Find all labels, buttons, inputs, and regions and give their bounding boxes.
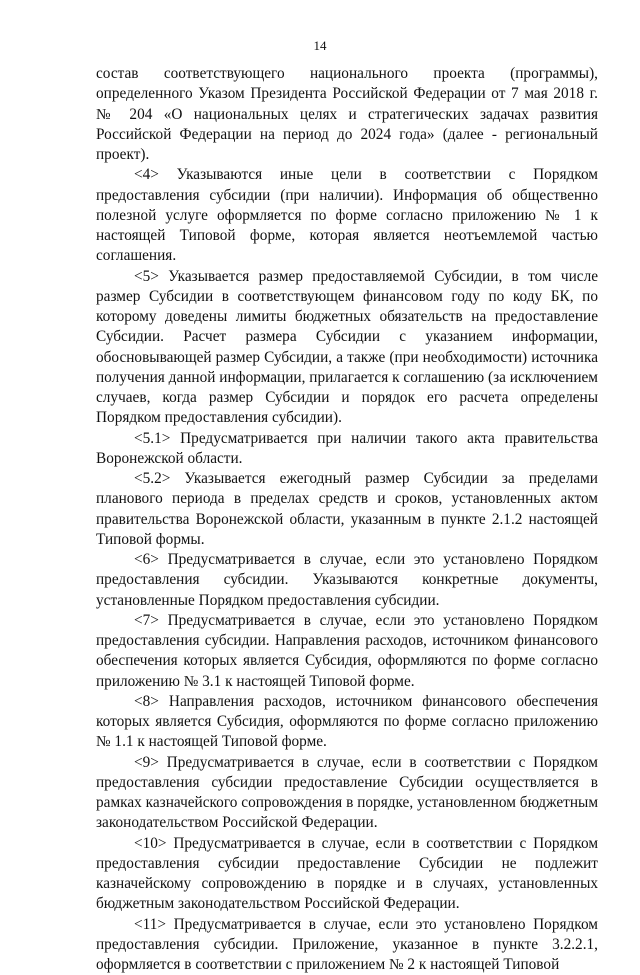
document-body bbox=[96, 64, 598, 975]
footnote-5-2: <5.2> Указывается ежегодный размер Субсидии за пределами планового периода в пределах средств и сроков, установленных актом правительства Воронежской области, указанным в пункте 2.1.2 настоящей Типовой формы. bbox=[96, 469, 598, 550]
footnote-9: <9> Предусматривается в случае, если в соответствии с Порядком предоставления субсидии предоставление Субсидии осуществляется в рамках казначейского сопровождения в порядке, установленном бюджетным законодательством Российской Федерации. bbox=[96, 753, 598, 834]
footnote-11: <11> Предусматривается в случае, если это установлено Порядком предоставления субсидии. Приложение, указанное в пункте 3.2.2.1, оформляется в соответствии с приложением № 2 к настоящей Типовой bbox=[96, 915, 598, 975]
footnote-6: <6> Предусматривается в случае, если это установлено Порядком предоставления субсидии. Указываются конкретные документы, установленные Порядком предоставления субсидии. bbox=[96, 550, 598, 611]
footnote-5: <5> Указывается размер предоставляемой Субсидии, в том числе размер Субсидии в соответствующем финансовом году по коду БК, по которому доведены лимиты бюджетных обязательств на предоставление Субсидии. Расчет размера Субсидии с указанием информации, обосновывающей размер Субсидии, а также (при необходимости) источника получения данной информации, прилагается к соглашению (за исключением случаев, когда размер Субсидии и порядок его расчета определены Порядком предоставления субсидии). bbox=[96, 267, 598, 429]
footnote-7: <7> Предусматривается в случае, если это установлено Порядком предоставления субсидии. Направления расходов, источником финансового обеспечения которых является Субсидия, оформляются по форме согласно приложению № 3.1 к настоящей Типовой форме. bbox=[96, 611, 598, 692]
footnote-4: <4> Указываются иные цели в соответствии с Порядком предоставления субсидии (при наличии). Информация об общественно полезной услуге оформляется по форме согласно приложению № 1 к настоящей Типовой форме, которая является неотъемлемой частью соглашения. bbox=[96, 165, 598, 266]
page-number: 14 bbox=[0, 38, 640, 54]
footnote-10: <10> Предусматривается в случае, если в соответствии с Порядком предоставления субсидии предоставление Субсидии не подлежит казначейскому сопровождению в порядке и в случаях, установленных бюджетным законодательством Российской Федерации. bbox=[96, 834, 598, 915]
footnote-8: <8> Направления расходов, источником финансового обеспечения которых является Субсидия, оформляются по форме согласно приложению № 1.1 к настоящей Типовой форме. bbox=[96, 692, 598, 753]
paragraph-project-continuation: состав соответствующего национального проекта (программы), определенного Указом Президента Российской Федерации от 7 мая 2018 г. № 204 «О национальных целях и стратегических задачах развития Российской Федерации на период до 2024 года» (далее - региональный проект). bbox=[96, 64, 598, 165]
footnote-5-1: <5.1> Предусматривается при наличии такого акта правительства Воронежской области. bbox=[96, 429, 598, 470]
